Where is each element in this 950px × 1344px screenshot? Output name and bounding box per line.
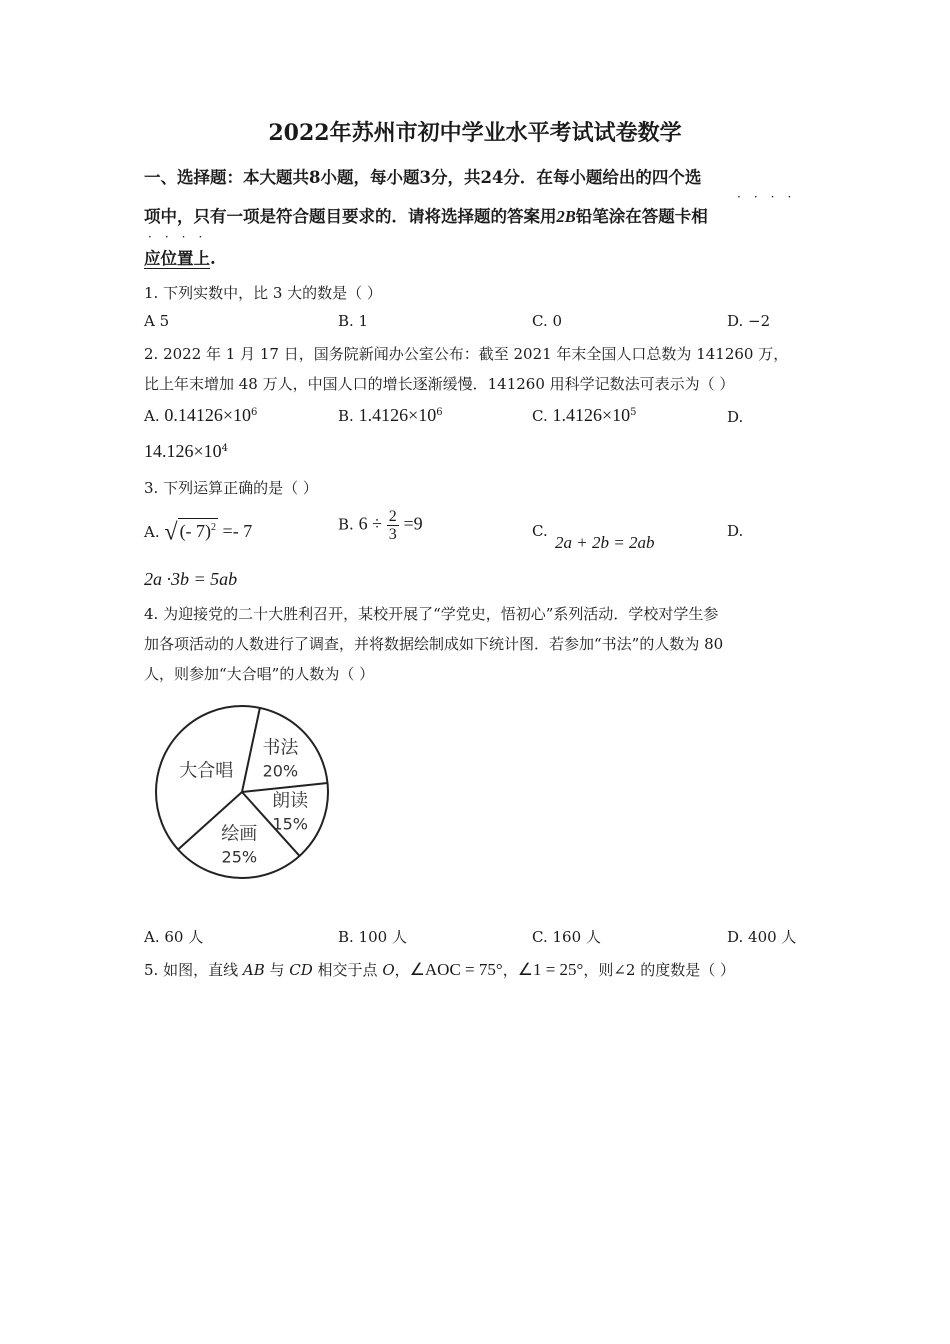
option-label: A. — [144, 407, 160, 425]
q1-option-a: A 5 — [144, 312, 170, 330]
pie-slice-percent: 15% — [272, 814, 308, 834]
q4-option-c: C. 160 人 — [532, 928, 601, 946]
stem-text: 相交于点 — [312, 961, 383, 979]
exponent: 6 — [436, 407, 443, 418]
exponent: 5 — [630, 407, 637, 418]
option-label: A. — [144, 523, 160, 541]
option-math: 1.4126×10 — [358, 405, 437, 425]
option-math: 0.14126×10 — [164, 405, 252, 425]
emphasized-text: 应位置上 — [144, 249, 210, 268]
q2-option-c — [532, 405, 637, 426]
pie-slice-label: 大合唱 — [179, 760, 234, 782]
stem-text: ， — [502, 961, 518, 979]
question-4-stem-line2: 加各项活动的人数进行了调查，并将数据绘制成如下统计图．若参加“书法”的人数为 80 — [144, 635, 724, 653]
q3-option-d-label: D. — [727, 522, 744, 540]
radicand-text: (- 7) — [179, 521, 212, 541]
option-math: 6 ÷ — [358, 513, 382, 534]
section-heading-line3 — [144, 245, 216, 269]
question-1-stem: 1. 下列实数中，比 3 大的数是（ ） — [144, 284, 382, 302]
angle-aoc: ∠AOC = 75° — [409, 960, 503, 979]
q2-option-d-label: D. — [727, 408, 744, 426]
question-3-stem: 3. 下列运算正确的是（ ） — [144, 479, 318, 497]
denominator: 3 — [388, 526, 397, 543]
line-cd: CD — [289, 961, 313, 979]
section-heading-text: 铅笔涂在 — [575, 207, 642, 226]
q4-option-d: D. 400 人 — [727, 928, 797, 946]
pie-slice-percent: 25% — [221, 847, 258, 867]
option-label: C. — [532, 407, 548, 425]
pie-slice-label: 书法 — [262, 737, 299, 759]
q2-option-b — [338, 405, 443, 426]
q2-option-d — [144, 441, 228, 462]
pie-slice-label: 朗读 — [272, 790, 309, 812]
page-title: 2022年苏州市初中学业水平考试试卷数学 — [268, 120, 682, 146]
q3-option-b — [338, 508, 423, 543]
question-2-stem-line2: 比上年末增加 48 万人，中国人口的增长逐渐缓慢．141260 用科学记数法可表示为（ ） — [144, 375, 735, 393]
sqrt-sign: √ — [164, 519, 178, 546]
section-heading-text: 项中，只有一项是符合题目要求的．请将选择题的答案用 — [144, 207, 557, 226]
option-math: =- 7 — [218, 521, 253, 541]
stem-text: ，则∠2 的度数是（ ） — [583, 961, 735, 979]
q1-option-d: D. −2 — [727, 312, 771, 330]
question-4-stem-line1: 4. 为迎接党的二十大胜利召开，某校开展了“学党史，悟初心”系列活动．学校对学生参 — [144, 605, 719, 623]
exponent: 4 — [221, 443, 229, 454]
pie-slice-percent: 20% — [262, 761, 299, 781]
q1-option-c: C. 0 — [532, 312, 563, 330]
period: . — [210, 249, 216, 268]
fraction — [387, 508, 399, 543]
pie-chart-group — [156, 706, 328, 878]
option-label: B. — [338, 407, 354, 425]
stem-text: 5. 如图，直线 — [144, 961, 243, 979]
option-math: 14.126×10 — [144, 441, 222, 461]
angle-1: ∠1 = 25° — [517, 960, 584, 979]
line-ab: AB — [242, 961, 265, 979]
exponent: 2 — [211, 522, 217, 533]
pie-chart — [148, 700, 338, 880]
q2-option-a — [144, 405, 257, 426]
option-label: B. — [338, 515, 354, 534]
stem-text: ， — [394, 961, 410, 979]
option-math: 1.4126×10 — [552, 405, 631, 425]
q3-option-c: 2a + 2b = 2ab — [555, 533, 655, 552]
sqrt-radicand — [178, 518, 218, 542]
exponent: 6 — [251, 407, 258, 418]
q3-option-a — [144, 518, 252, 547]
q4-option-b: B. 100 人 — [338, 928, 407, 946]
emphasized-text: 答题卡相 — [641, 207, 708, 226]
pie-slice-label: 绘画 — [221, 823, 258, 845]
q3-option-c-label: C. — [532, 522, 548, 540]
question-2-stem-line1: 2. 2022 年 1 月 17 日，国务院新闻办公室公布：截至 2021 年末全国人口总数为 141260 万， — [144, 345, 789, 363]
emphasis-dots: ···· — [148, 230, 216, 244]
question-5-stem — [144, 959, 735, 980]
point-o: O — [382, 961, 395, 979]
q3-option-d: 2a ·3b = 5ab — [144, 569, 238, 589]
emphasis-dots: ···· — [737, 190, 805, 204]
stem-text: 与 — [264, 961, 290, 979]
section-heading-line2 — [144, 203, 708, 227]
option-math: =9 — [403, 513, 423, 534]
q1-option-b: B. 1 — [338, 312, 369, 330]
pencil-grade: 2B — [556, 207, 576, 226]
section-heading-line1: 一、选择题：本大题共8小题，每小题3分，共24分．在每小题给出的四个选 — [144, 168, 702, 187]
numerator: 2 — [388, 508, 397, 525]
q4-option-a: A. 60 人 — [144, 928, 204, 946]
question-4-stem-line3: 人，则参加“大合唱”的人数为（ ） — [144, 665, 375, 683]
